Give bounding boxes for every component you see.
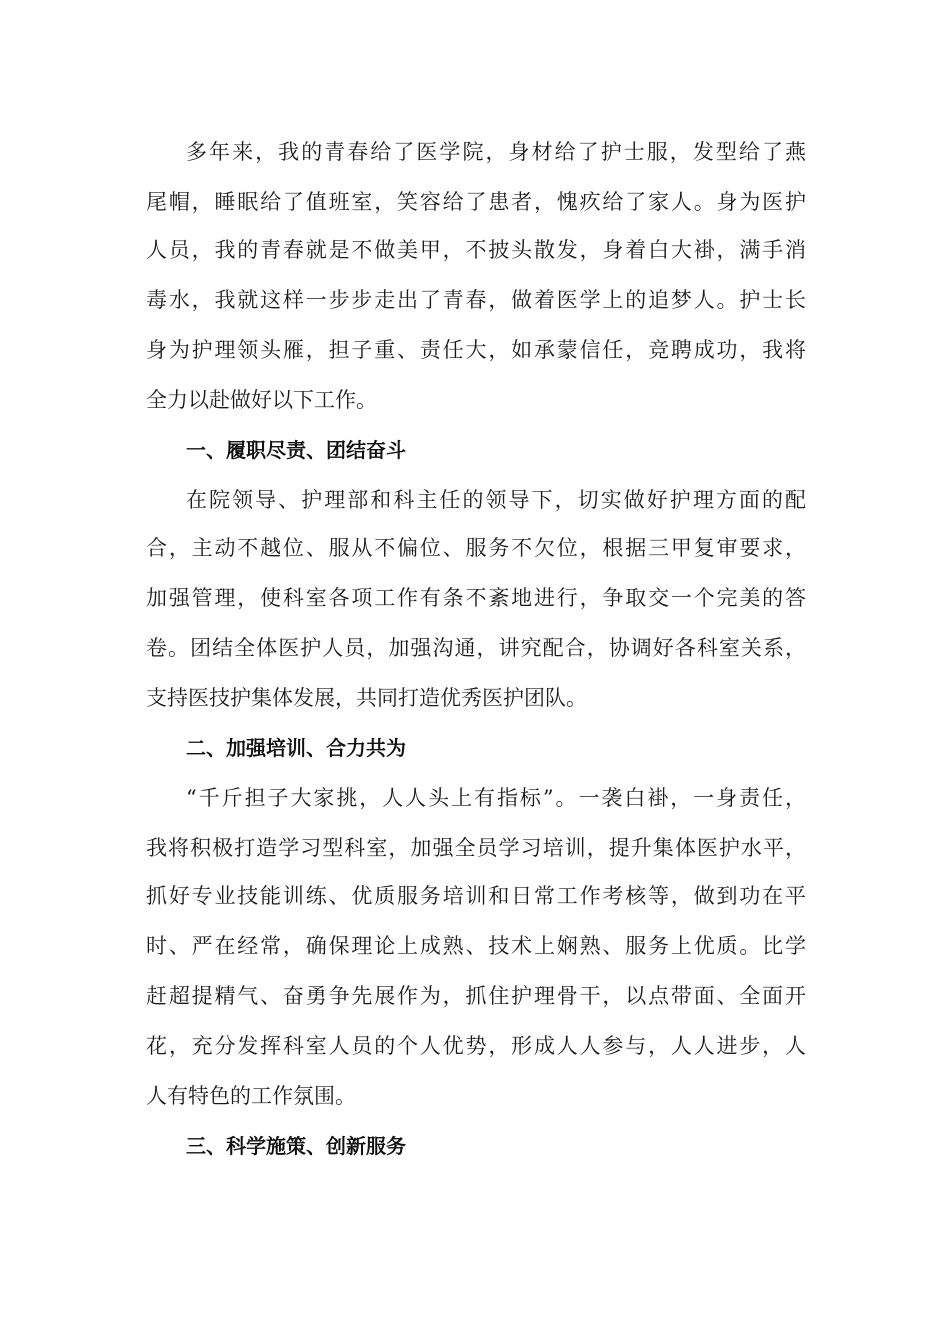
- paragraph-3-line-3: 抓好专业技能训练、优质服务培训和日常工作考核等，做到功在平: [146, 884, 806, 908]
- paragraph-3-line-6: 花，充分发挥科室人员的个人优势，形成人人参与，人人进步，人: [146, 1034, 806, 1058]
- section-heading-2: 二、加强培训、合力共为: [186, 736, 406, 760]
- paragraph-2-line-1: 在院领导、护理部和科主任的领导下，切实做好护理方面的配: [186, 488, 806, 512]
- paragraph-1-line-2: 尾帽，睡眠给了值班室，笑容给了患者，愧疚给了家人。身为医护: [146, 190, 806, 214]
- paragraph-2-line-4: 卷。团结全体医护人员，加强沟通，讲究配合，协调好各科室关系，: [146, 636, 806, 660]
- paragraph-1-line-4: 毒水，我就这样一步步走出了青春，做着医学上的追梦人。护士长: [146, 288, 806, 312]
- paragraph-1-line-1: 多年来，我的青春给了医学院，身材给了护士服，发型给了燕: [186, 140, 806, 164]
- paragraph-1-line-5: 身为护理领头雁，担子重、责任大，如承蒙信任，竞聘成功，我将: [146, 338, 806, 362]
- paragraph-2-line-5: 支持医技护集体发展，共同打造优秀医护团队。: [146, 686, 587, 710]
- paragraph-2-line-2: 合，主动不越位、服从不偏位、服务不欠位，根据三甲复审要求，: [146, 536, 806, 560]
- paragraph-2-line-3: 加强管理，使科室各项工作有条不紊地进行，争取交一个完美的答: [146, 586, 806, 610]
- paragraph-3-line-2: 我将积极打造学习型科室，加强全员学习培训，提升集体医护水平，: [146, 836, 806, 860]
- section-heading-3: 三、科学施策、创新服务: [186, 1134, 406, 1158]
- paragraph-3-line-4: 时、严在经常，确保理论上成熟、技术上娴熟、服务上优质。比学: [146, 934, 806, 958]
- paragraph-1-line-6: 全力以赴做好以下工作。: [146, 388, 377, 412]
- paragraph-3-line-7: 人有特色的工作氛围。: [146, 1084, 356, 1108]
- paragraph-1-line-3: 人员，我的青春就是不做美甲，不披头散发，身着白大褂，满手消: [146, 238, 806, 262]
- section-heading-1: 一、履职尽责、团结奋斗: [186, 438, 406, 462]
- paragraph-3-line-1: “千斤担子大家挑，人人头上有指标”。一袭白褂，一身责任，: [186, 786, 806, 810]
- paragraph-3-line-5: 赶超提精气、奋勇争先展作为，抓住护理骨干，以点带面、全面开: [146, 984, 806, 1008]
